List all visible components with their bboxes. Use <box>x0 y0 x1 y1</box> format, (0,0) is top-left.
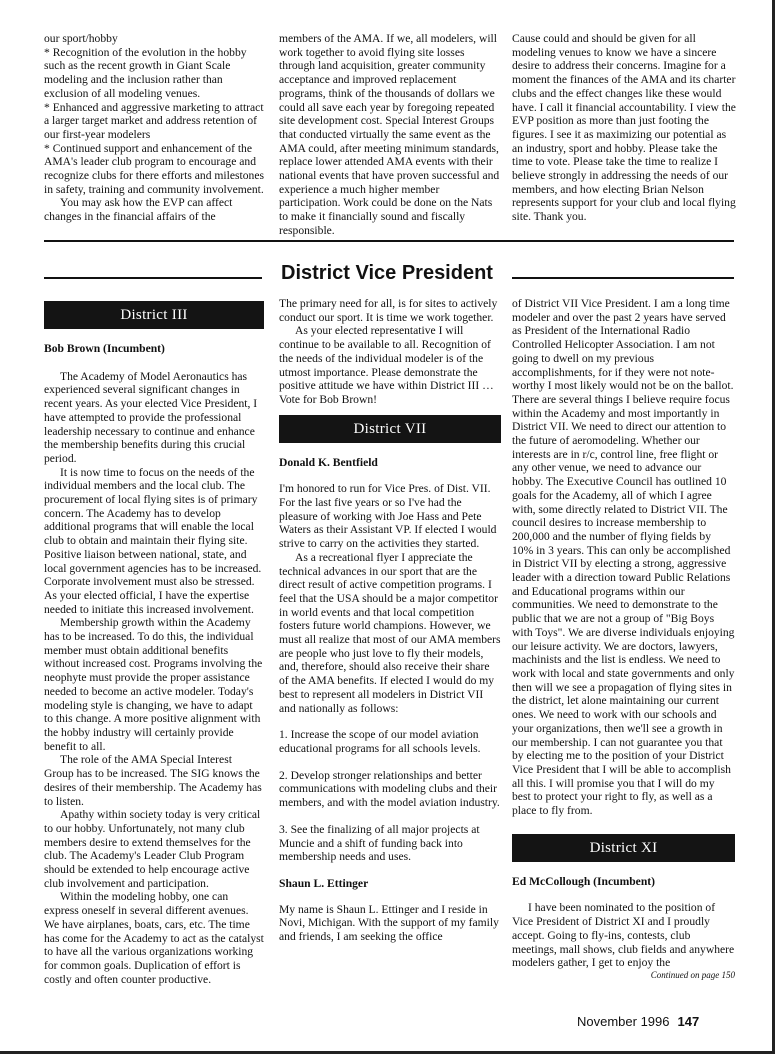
paragraph: I have been nominated to the position of Vice President of District XI and I proudly accept. Going to fly-ins, contests, club meetings, mall shows, club fields and anywhere modelers gather, I get to enjoy the <box>512 901 735 970</box>
district-xi-header: District XI <box>512 834 735 862</box>
paragraph: As a recreational flyer I appreciate the technical advances in our sport that are the direct result of active competition programs. I feel that the USA should be a major competitor in world events and that local competition fosters future world champions. However, we must all realize that most of our AMA members are people who just love to fly their models, and, therefore, should also receive their share of the AMA benefits. If elected I would do my best to represent all modelers in District VII and nationally as follows: <box>279 550 501 715</box>
paragraph: The Academy of Model Aeronautics has experienced several significant changes in recent years. As your elected Vice President, I have attempted to provide the professional leadership necessary to continue and enhance the membership benefits during this crucial period. <box>44 369 258 465</box>
candidate-name: Donald K. Bentfield <box>279 455 378 469</box>
right-column <box>512 297 735 980</box>
district-vii-header: District VII <box>279 415 501 443</box>
middle-column <box>279 297 501 944</box>
top-column-2 <box>279 32 500 238</box>
paragraph: Within the modeling hobby, one can express oneself in several different avenues. We have airplanes, boats, cars, etc. The time has come for the Academy to act as the catalyst to have all the various organizations working for common goals. Duplication of effort is costly and often counter productive. <box>44 890 264 986</box>
list-item: 3. See the finalizing of all major projects at Muncie and a shift of funding back into membership needs and uses. <box>279 822 480 864</box>
paragraph: Apathy within society today is very critical to our hobby. Unfortunately, not many club members desire to extend themselves for the club. The Academy's Leader Club Program should be extended to help encourage active club involvement and participation. <box>44 808 261 890</box>
page-footer <box>577 1014 699 1029</box>
paragraph: Cause could and should be given for all modeling venues to know we have a sincere desire to address their concerns. Imagine for a moment the finances of the AMA and its charter clubs and the effect changes like these would have. I call it financial accountability. I view the EVP position as more than just footing the figures. I see it as maximizing our potential as an industry, sport and hobby. Please take the time to vote. Please take the time to realize I believe strongly in addressing the needs of our members, and how electing Brian Nelson represents support for your club and local flying site. Thank you. <box>512 32 736 224</box>
bullet-item: * Enhanced and aggressive marketing to attract a larger target market and address retention of our first-year modelers <box>44 100 264 141</box>
district-iii-header: District III <box>44 301 264 329</box>
paragraph: As your elected representative I will continue to be available to all. Recognition of the needs of the individual modeler is of the utmost importance. Please demonstrate the positive attitude we have within District III …Vote for Bob Brown! <box>279 324 494 406</box>
continued-note: Continued on page 150 <box>650 969 735 980</box>
paragraph: My name is Shaun L. Ettinger and I reside in Novi, Michigan. With the support of my family and friends, I am seeking the office <box>279 902 499 944</box>
paragraph: Membership growth within the Academy has to be increased. To do this, the individual member must obtain additional benefits without increased cost. Programs involving the neophyte must provide the proper assistance needed to become an active modeler. Today's modeling style is changing, we have to adapt to this change. A more positive alignment with the hobby industry will certainly provide benefit to all. <box>44 616 263 753</box>
paragraph: The role of the AMA Special Interest Group has to be increased. The SIG knows the desires of their membership. The Academy has to listen. <box>44 753 262 808</box>
paragraph: It is now time to focus on the needs of the individual members and the local club. The procurement of local flying sites is of primary concern. The Academy has to develop additional programs that will enable the local club to obtain and maintain their flying site. Positive liaison between national, state, and local government agencies has to be increased. Corporate involvement must also be stressed. As your elected official, I have the expertise needed to initiate this increased involvement. <box>44 465 262 616</box>
bullet-item: * Recognition of the evolution in the hobby such as the recent growth in Giant Scale modeling and the inclusion rather than exclusion of all modeling venues. <box>44 45 247 100</box>
candidate-name: Shaun L. Ettinger <box>279 876 369 890</box>
candidate-name: Bob Brown (Incumbent) <box>44 342 165 355</box>
title-rule-right <box>512 277 734 279</box>
list-item: 1. Increase the scope of our model aviation educational programs for all schools levels. <box>279 728 481 755</box>
paragraph: members of the AMA. If we, all modelers, will work together to avoid flying site losses through land acquisition, greater community acceptance and improved replacement programs, think of the thousands of dollars we could all save each year by foregoing repeated site development cost. Special Interest Groups that conducted virtually the same event as the AMA could, after meeting minimum standards, replace lower attended AMA events with their national events that have proven successful and experience a much higher member participation. Work could be done on the Nats to make it financially sound and fiscally responsible. <box>279 32 500 237</box>
title-rule-left <box>44 277 262 279</box>
candidate-name: Ed McCollough (Incumbent) <box>512 874 656 888</box>
district-iii-column <box>44 301 264 986</box>
issue-date: November 1996 <box>577 1014 670 1029</box>
bullet-item: * Continued support and enhancement of the AMA's leader club program to encourage and recognize clubs for there efforts and milestones in safety, training and community involvement. <box>44 141 264 196</box>
top-column-3 <box>512 32 736 224</box>
section-title: District Vice President <box>281 262 493 284</box>
section-divider <box>44 240 734 242</box>
page-number: 147 <box>677 1014 700 1029</box>
list-item: 2. Develop stronger relationships and better communications with modeling clubs and their members, and with the model aviation industry. <box>279 768 500 810</box>
paragraph: The primary need for all, is for sites to actively conduct our sport. It is time we work together. <box>279 297 498 324</box>
paragraph: of District VII Vice President. I am a long time modeler and over the past 2 years have served as President of the International Radio Controlled Helicopter Association. I am not going to dwell on my previous accomplishments, for if they were not note-worthy I most likely would not be on the ballot. There are several things I believe require focus within the Academy and most importantly in District VII. We need to direct our attention to the future of aeromodeling. Whether our interests are in r/c, control line, free flight or any other venue, we need to advance our hobby. The Executive Council has outlined 10 goals for the Academy, all of which I agree with, some directly related to District VII. The council desires to increase membership to 200,000 and the number of flying fields by 10% in 3 years. This can only be accomplished in District VII by electing a strong, aggressive leader with a direction toward Public Relations and Educational programs within our communities. We need to demonstrate to the public that we are not a group of "Big Boys with Toys". We are diverse individuals enjoying our leisure activity. We are doctors, lawyers, machinists and the list is endless. We need to work with local and state governments and only then will we see a propagation of flying sites in the district, let alone maintaining our current ones. We need to work with our schools and your organizations, then we'll see a growth in our membership. I can not guarantee you that by electing me to the position of your District Vice President that I will be able to accomplish all this. I will promise you that I will do my best to protect your right to fly, as well as a place to fly from. <box>512 297 735 818</box>
paragraph: our sport/hobby <box>44 32 118 45</box>
paragraph: You may ask how the EVP can affect changes in the financial affairs of the <box>44 196 233 224</box>
top-column-1 <box>44 32 270 224</box>
paragraph: I'm honored to run for Vice Pres. of Dist. VII. For the last five years or so I've had the pleasure of working with Joe Hass and Pete Waters as their Assistant VP. If elected I would strive to carry on the activities they started. <box>279 482 497 551</box>
